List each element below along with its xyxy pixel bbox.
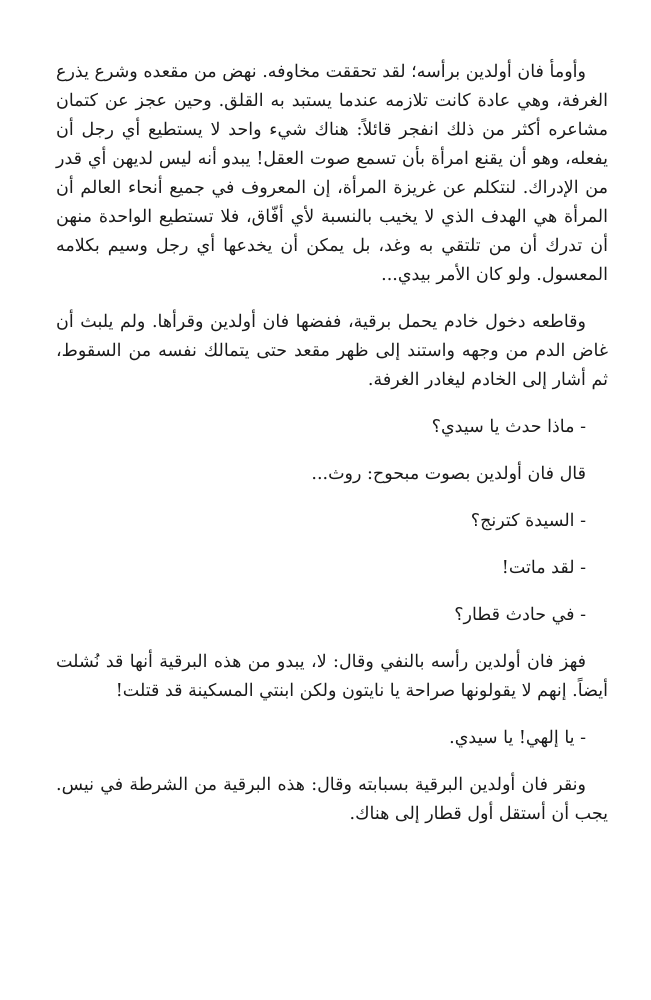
paragraph: ونقر فان أولدين البرقية بسبابته وقال: هذه البرقية من الشرطة في نيس. يجب أن أستقل أول قطار إلى هناك. (56, 775, 608, 824)
paragraph: وقاطعه دخول خادم يحمل برقية، ففضها فان أولدين وقرأها. ولم يلبث أن غاض الدم من وجهه واستند إلى ظهر مقعد حتى يتمالك نفسه من السقوط، ثم أشار إلى الخادم ليغادر الغرفة. (56, 312, 608, 390)
paragraph: فهز فان أولدين رأسه بالنفي وقال: لا، يبدو من هذه البرقية أنها قد نُشلت أيضاً. إنهم لا يقولونها صراحة يا نايتون ولكن ابنتي المسكينة قد قتلت! (56, 652, 608, 701)
dialogue-line: - السيدة كترنج؟ (470, 511, 586, 531)
paragraph: وأومأ فان أولدين برأسه؛ لقد تحققت مخاوفه. نهض من مقعده وشرع يذرع الغرفة، وهي عادة كانت تلازمه عندما يستبد به القلق. وحين عجز عن كتمان مشاعره أكثر من ذلك انفجر قائلاً: هناك شيء واحد لا يستطيع أي رجل أن يفعله، وهو أن يقنع امرأة بأن تسمع صوت العقل! يبدو أنه ليس لديهن أي قدر من الإدراك. لنتكلم عن غريزة المرأة، إن المعروف في جميع أنحاء العالم أن المرأة هي الهدف الذي لا يخيب بالنسبة لأي أفّاق، فلا تستطيع الواحدة منهن أن تدرك أن من تلتقي به وغد، بل يمكن أن يخدعها أي رجل وسيم بكلامه المعسول. ولو كان الأمر بيدي... (56, 62, 608, 285)
dialogue-line: - لقد ماتت! (501, 558, 586, 578)
dialogue-line: - في حادث قطار؟ (454, 605, 586, 625)
book-page (56, 58, 608, 829)
dialogue-line: - يا إلهي! يا سيدي. (449, 728, 586, 748)
dialogue-line: قال فان أولدين بصوت مبحوح: روث... (311, 464, 586, 484)
dialogue-line: - ماذا حدث يا سيدي؟ (431, 417, 586, 437)
